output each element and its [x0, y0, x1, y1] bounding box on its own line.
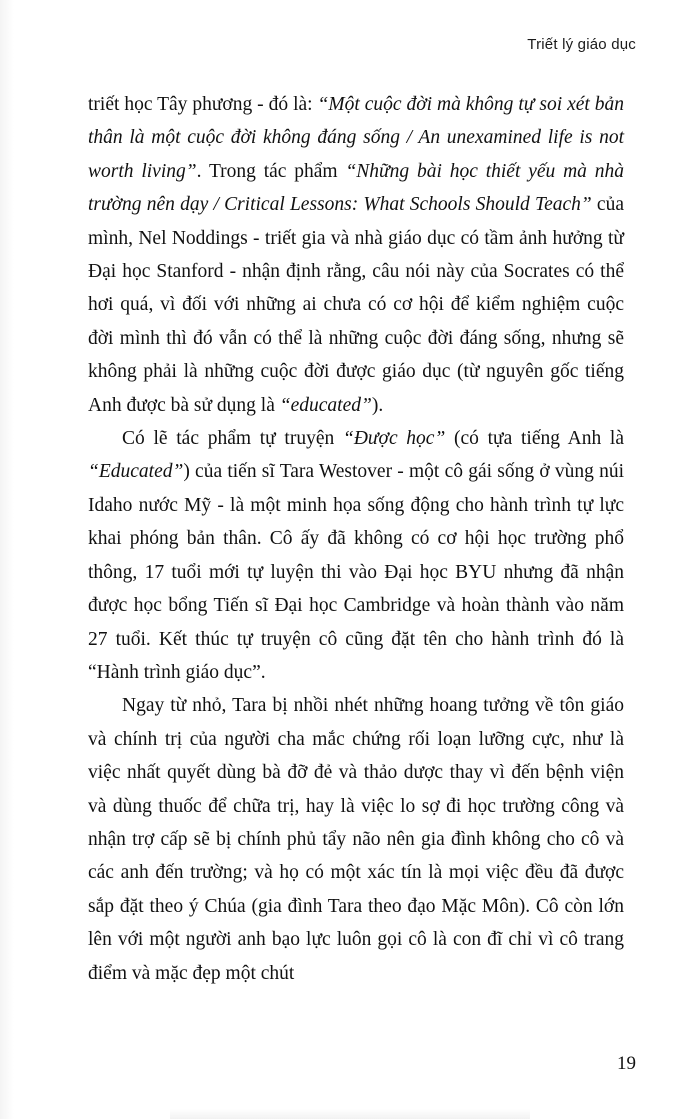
quoted-title-text: “Những bài học thiết yếu mà nhà trường nên dạy / Critical Lessons: What Schools Should Teach” — [88, 160, 624, 216]
body-text-run: triết học Tây phương - đó là: — [88, 94, 318, 115]
quoted-title-text: “educated” — [279, 394, 372, 416]
quoted-title-text: “Một cuộc đời mà không tự soi xét bản thân là một cuộc đời không đáng sống / An unexamined life is not worth living” — [88, 94, 624, 182]
body-text-run: (có tựa tiếng Anh là — [445, 428, 624, 450]
body-paragraph — [88, 689, 624, 990]
body-text-run: Có lẽ tác phẩm tự truyện — [122, 428, 343, 450]
body-text-run: ) của tiến sĩ Tara Westover - một cô gái sống ở vùng núi Idaho nước Mỹ - là một minh họa sống động cho hành trình tự lực khai phóng bản thân. Cô ấy đã không có cơ hội học trường phổ thông, 17 tuổi mới tự luyện thi vào Đại học BYU nhưng đã nhận được học bổng Tiến sĩ Đại học Cambridge và hoàn thành vào năm 27 tuổi. Kết thúc tự truyện cô cũng đặt tên cho hành trình đó là “Hành trình giáo dục”. — [88, 461, 624, 683]
body-paragraph — [88, 88, 624, 422]
body-text-run: . Trong tác phẩm — [196, 160, 346, 182]
page-body-text — [88, 88, 624, 990]
body-text-run: Ngay từ nhỏ, Tara bị nhồi nhét những hoang tưởng về tôn giáo và chính trị của người cha mắc chứng rối loạn lưỡng cực, như là việc nhất quyết dùng bà đỡ đẻ và thảo dược thay vì đến bệnh viện và dùng thuốc để chữa trị, hay là việc lo sợ đi học trường công và nhận trợ cấp sẽ bị chính phủ tẩy não nên gia đình không cho cô và các anh đến trường; và họ có một xác tín là mọi việc đều đã được sắp đặt theo ý Chúa (gia đình Tara theo đạo Mặc Môn). Cô còn lớn lên với một người anh bạo lực luôn gọi cô là con đĩ chỉ vì cô trang điểm và mặc đẹp một chút — [88, 695, 624, 984]
body-text-run: ). — [371, 394, 384, 416]
page-edge-shadow — [0, 0, 14, 1119]
quoted-title-text: “Được học” — [342, 428, 446, 450]
running-head: Triết lý giáo dục — [527, 36, 636, 53]
page-number: 19 — [617, 1053, 636, 1074]
quoted-title-text: “Educated” — [88, 461, 184, 483]
page-bottom-smudge — [170, 1109, 530, 1119]
body-paragraph — [88, 422, 624, 689]
body-text-run: của mình, Nel Noddings - triết gia và nhà giáo dục có tầm ảnh hưởng từ Đại học Stanford - nhận định rằng, câu nói này của Socrates có thể hơi quá, vì đối với những ai chưa có cơ hội để kiểm nghiệm cuộc đời mình thì đó vẫn có thể là những cuộc đời đáng sống, nhưng sẽ không phải là những cuộc đời được giáo dục (từ nguyên gốc tiếng Anh được bà sử dụng là — [88, 194, 624, 416]
